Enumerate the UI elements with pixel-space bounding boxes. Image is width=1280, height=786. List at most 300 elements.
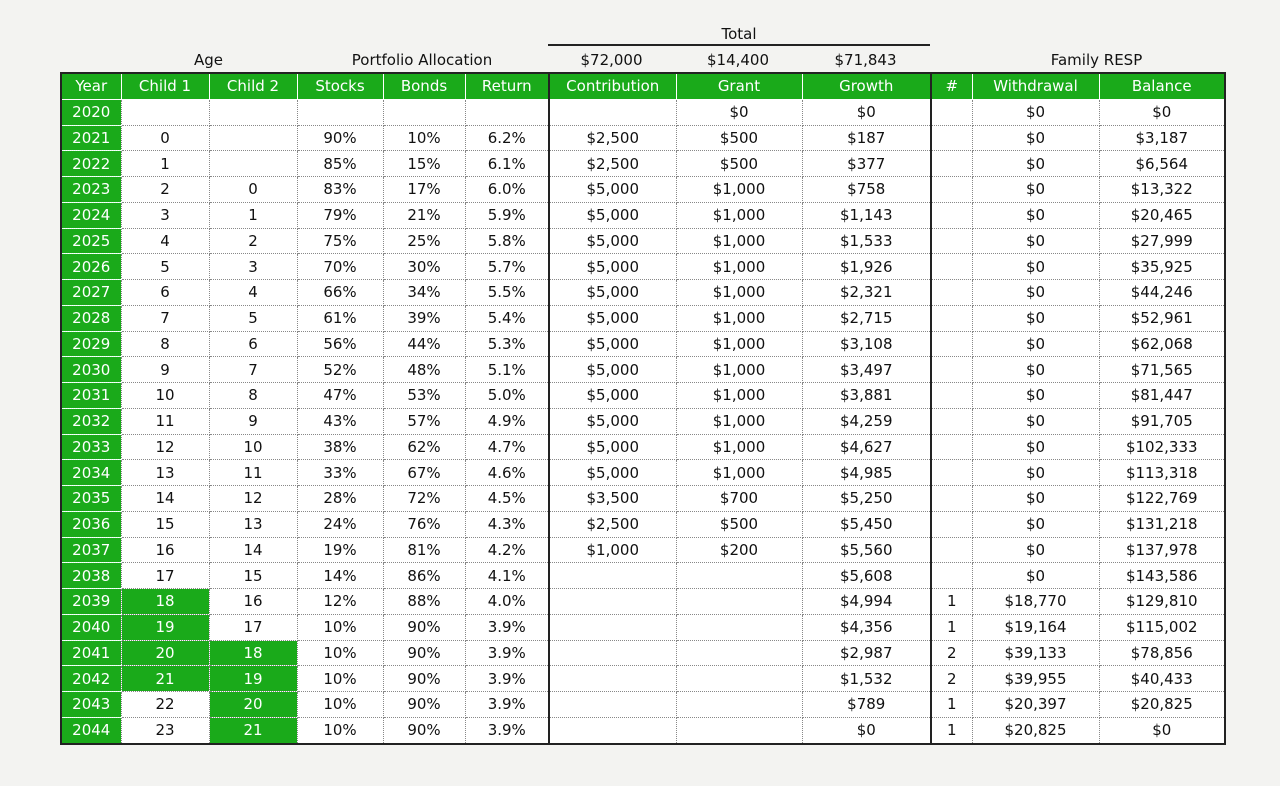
col-header-return: Return bbox=[465, 73, 549, 99]
cell-return: 4.7% bbox=[465, 434, 549, 460]
table-row bbox=[61, 408, 1225, 434]
cell-contribution: $5,000 bbox=[549, 202, 676, 228]
cell-withdrawal: $0 bbox=[972, 511, 1099, 537]
cell-balance: $40,433 bbox=[1099, 666, 1225, 692]
cell-grant bbox=[676, 717, 802, 743]
table-row bbox=[61, 614, 1225, 640]
cell-child-2: 18 bbox=[209, 640, 297, 666]
cell-growth: $0 bbox=[802, 99, 931, 125]
cell-count: 1 bbox=[931, 692, 972, 718]
table-row bbox=[61, 640, 1225, 666]
cell-stocks: 61% bbox=[297, 305, 383, 331]
cell-contribution bbox=[549, 614, 676, 640]
cell-contribution: $5,000 bbox=[549, 280, 676, 306]
cell-return: 5.3% bbox=[465, 331, 549, 357]
cell-bonds: 76% bbox=[383, 511, 465, 537]
col-header-child-1: Child 1 bbox=[121, 73, 209, 99]
cell-bonds: 17% bbox=[383, 177, 465, 203]
cell-child-1: 11 bbox=[121, 408, 209, 434]
table-row bbox=[61, 228, 1225, 254]
cell-bonds: 90% bbox=[383, 692, 465, 718]
age-group-header: Age bbox=[193, 51, 223, 69]
cell-withdrawal: $39,133 bbox=[972, 640, 1099, 666]
cell-withdrawal: $20,397 bbox=[972, 692, 1099, 718]
cell-growth: $2,321 bbox=[802, 280, 931, 306]
cell-bonds: 30% bbox=[383, 254, 465, 280]
cell-child-2: 16 bbox=[209, 589, 297, 615]
cell-count bbox=[931, 357, 972, 383]
cell-grant: $500 bbox=[676, 125, 802, 151]
cell-contribution: $5,000 bbox=[549, 383, 676, 409]
cell-bonds: 90% bbox=[383, 666, 465, 692]
cell-year: 2021 bbox=[61, 125, 121, 151]
table-row bbox=[61, 666, 1225, 692]
cell-year: 2038 bbox=[61, 563, 121, 589]
cell-balance: $137,978 bbox=[1099, 537, 1225, 563]
cell-growth: $1,533 bbox=[802, 228, 931, 254]
cell-growth: $3,108 bbox=[802, 331, 931, 357]
col-header-balance: Balance bbox=[1099, 73, 1225, 99]
cell-stocks: 33% bbox=[297, 460, 383, 486]
cell-child-2: 3 bbox=[209, 254, 297, 280]
col-header-growth: Growth bbox=[802, 73, 931, 99]
cell-year: 2042 bbox=[61, 666, 121, 692]
cell-grant bbox=[676, 589, 802, 615]
cell-growth: $5,450 bbox=[802, 511, 931, 537]
cell-child-1 bbox=[121, 99, 209, 125]
cell-contribution: $5,000 bbox=[549, 357, 676, 383]
cell-grant bbox=[676, 692, 802, 718]
cell-year: 2022 bbox=[61, 151, 121, 177]
cell-child-1: 5 bbox=[121, 254, 209, 280]
cell-growth: $0 bbox=[802, 717, 931, 743]
cell-bonds: 39% bbox=[383, 305, 465, 331]
cell-child-2: 5 bbox=[209, 305, 297, 331]
cell-balance: $3,187 bbox=[1099, 125, 1225, 151]
cell-withdrawal: $0 bbox=[972, 151, 1099, 177]
cell-stocks bbox=[297, 99, 383, 125]
cell-stocks: 10% bbox=[297, 666, 383, 692]
total-group-header: Total bbox=[721, 25, 757, 43]
cell-child-1: 18 bbox=[121, 589, 209, 615]
cell-stocks: 90% bbox=[297, 125, 383, 151]
cell-child-2 bbox=[209, 125, 297, 151]
cell-return: 4.5% bbox=[465, 486, 549, 512]
cell-return: 3.9% bbox=[465, 717, 549, 743]
cell-grant: $500 bbox=[676, 151, 802, 177]
cell-contribution: $1,000 bbox=[549, 537, 676, 563]
col-header-contribution: Contribution bbox=[549, 73, 676, 99]
total-growth: $71,843 bbox=[834, 51, 897, 69]
cell-grant: $1,000 bbox=[676, 280, 802, 306]
cell-child-2: 20 bbox=[209, 692, 297, 718]
cell-count bbox=[931, 125, 972, 151]
cell-balance: $91,705 bbox=[1099, 408, 1225, 434]
cell-stocks: 14% bbox=[297, 563, 383, 589]
cell-grant bbox=[676, 614, 802, 640]
col-header-child-2: Child 2 bbox=[209, 73, 297, 99]
table-row bbox=[61, 460, 1225, 486]
cell-withdrawal: $0 bbox=[972, 280, 1099, 306]
cell-grant: $1,000 bbox=[676, 383, 802, 409]
cell-withdrawal: $0 bbox=[972, 331, 1099, 357]
cell-withdrawal: $0 bbox=[972, 537, 1099, 563]
cell-bonds: 81% bbox=[383, 537, 465, 563]
cell-return: 3.9% bbox=[465, 666, 549, 692]
cell-return: 6.1% bbox=[465, 151, 549, 177]
col-header-stocks: Stocks bbox=[297, 73, 383, 99]
cell-growth: $187 bbox=[802, 125, 931, 151]
cell-withdrawal: $0 bbox=[972, 357, 1099, 383]
table-row bbox=[61, 280, 1225, 306]
table-row bbox=[61, 99, 1225, 125]
cell-grant: $1,000 bbox=[676, 202, 802, 228]
cell-withdrawal: $0 bbox=[972, 254, 1099, 280]
cell-count bbox=[931, 486, 972, 512]
cell-child-1: 12 bbox=[121, 434, 209, 460]
cell-bonds: 90% bbox=[383, 717, 465, 743]
cell-child-2: 2 bbox=[209, 228, 297, 254]
cell-child-2: 19 bbox=[209, 666, 297, 692]
cell-grant: $200 bbox=[676, 537, 802, 563]
cell-growth: $4,985 bbox=[802, 460, 931, 486]
cell-withdrawal: $0 bbox=[972, 99, 1099, 125]
cell-child-1: 19 bbox=[121, 614, 209, 640]
cell-bonds: 88% bbox=[383, 589, 465, 615]
cell-stocks: 66% bbox=[297, 280, 383, 306]
cell-stocks: 56% bbox=[297, 331, 383, 357]
cell-year: 2031 bbox=[61, 383, 121, 409]
cell-stocks: 10% bbox=[297, 614, 383, 640]
cell-bonds: 62% bbox=[383, 434, 465, 460]
cell-grant bbox=[676, 640, 802, 666]
cell-contribution: $3,500 bbox=[549, 486, 676, 512]
cell-growth: $758 bbox=[802, 177, 931, 203]
cell-contribution: $5,000 bbox=[549, 331, 676, 357]
cell-child-1: 6 bbox=[121, 280, 209, 306]
cell-year: 2032 bbox=[61, 408, 121, 434]
cell-stocks: 47% bbox=[297, 383, 383, 409]
cell-year: 2039 bbox=[61, 589, 121, 615]
header-row bbox=[61, 73, 1225, 99]
cell-grant: $1,000 bbox=[676, 228, 802, 254]
cell-withdrawal: $0 bbox=[972, 177, 1099, 203]
cell-count bbox=[931, 280, 972, 306]
cell-contribution: $5,000 bbox=[549, 228, 676, 254]
cell-growth: $1,926 bbox=[802, 254, 931, 280]
cell-stocks: 52% bbox=[297, 357, 383, 383]
cell-count bbox=[931, 408, 972, 434]
cell-growth: $5,560 bbox=[802, 537, 931, 563]
cell-withdrawal: $0 bbox=[972, 125, 1099, 151]
cell-growth: $5,608 bbox=[802, 563, 931, 589]
cell-count bbox=[931, 537, 972, 563]
cell-count bbox=[931, 202, 972, 228]
cell-return: 4.6% bbox=[465, 460, 549, 486]
cell-stocks: 24% bbox=[297, 511, 383, 537]
cell-count bbox=[931, 151, 972, 177]
cell-grant: $1,000 bbox=[676, 305, 802, 331]
table-row bbox=[61, 125, 1225, 151]
cell-growth: $4,356 bbox=[802, 614, 931, 640]
cell-balance: $52,961 bbox=[1099, 305, 1225, 331]
table-row bbox=[61, 434, 1225, 460]
cell-count bbox=[931, 228, 972, 254]
cell-bonds: 72% bbox=[383, 486, 465, 512]
table-row bbox=[61, 537, 1225, 563]
cell-year: 2028 bbox=[61, 305, 121, 331]
cell-balance: $81,447 bbox=[1099, 383, 1225, 409]
table-row bbox=[61, 717, 1225, 743]
cell-stocks: 38% bbox=[297, 434, 383, 460]
cell-count bbox=[931, 511, 972, 537]
cell-child-1: 7 bbox=[121, 305, 209, 331]
col-header-year: Year bbox=[61, 73, 121, 99]
cell-bonds: 90% bbox=[383, 614, 465, 640]
cell-year: 2027 bbox=[61, 280, 121, 306]
cell-withdrawal: $0 bbox=[972, 460, 1099, 486]
cell-contribution: $5,000 bbox=[549, 177, 676, 203]
cell-stocks: 70% bbox=[297, 254, 383, 280]
cell-grant: $700 bbox=[676, 486, 802, 512]
cell-balance: $131,218 bbox=[1099, 511, 1225, 537]
cell-grant: $1,000 bbox=[676, 357, 802, 383]
cell-child-1: 8 bbox=[121, 331, 209, 357]
cell-withdrawal: $19,164 bbox=[972, 614, 1099, 640]
cell-child-2: 17 bbox=[209, 614, 297, 640]
resp-projection-table bbox=[60, 72, 1226, 745]
cell-child-2 bbox=[209, 151, 297, 177]
cell-growth: $3,497 bbox=[802, 357, 931, 383]
cell-year: 2030 bbox=[61, 357, 121, 383]
cell-stocks: 75% bbox=[297, 228, 383, 254]
cell-year: 2035 bbox=[61, 486, 121, 512]
table-row bbox=[61, 151, 1225, 177]
cell-count: 1 bbox=[931, 589, 972, 615]
cell-balance: $113,318 bbox=[1099, 460, 1225, 486]
cell-child-1: 22 bbox=[121, 692, 209, 718]
cell-grant bbox=[676, 563, 802, 589]
cell-withdrawal: $0 bbox=[972, 202, 1099, 228]
cell-child-1: 23 bbox=[121, 717, 209, 743]
cell-child-2: 8 bbox=[209, 383, 297, 409]
cell-year: 2020 bbox=[61, 99, 121, 125]
cell-child-1: 4 bbox=[121, 228, 209, 254]
cell-count bbox=[931, 99, 972, 125]
cell-contribution: $5,000 bbox=[549, 460, 676, 486]
cell-growth: $4,627 bbox=[802, 434, 931, 460]
col-header-withdrawal: Withdrawal bbox=[972, 73, 1099, 99]
cell-year: 2029 bbox=[61, 331, 121, 357]
cell-count: 2 bbox=[931, 640, 972, 666]
cell-year: 2033 bbox=[61, 434, 121, 460]
cell-child-1: 17 bbox=[121, 563, 209, 589]
cell-contribution: $5,000 bbox=[549, 408, 676, 434]
cell-bonds: 44% bbox=[383, 331, 465, 357]
cell-balance: $20,825 bbox=[1099, 692, 1225, 718]
cell-stocks: 28% bbox=[297, 486, 383, 512]
cell-return: 5.4% bbox=[465, 305, 549, 331]
cell-count bbox=[931, 434, 972, 460]
cell-growth: $2,987 bbox=[802, 640, 931, 666]
cell-child-2: 12 bbox=[209, 486, 297, 512]
cell-balance: $44,246 bbox=[1099, 280, 1225, 306]
cell-count bbox=[931, 177, 972, 203]
cell-grant: $1,000 bbox=[676, 408, 802, 434]
cell-child-2: 9 bbox=[209, 408, 297, 434]
cell-stocks: 85% bbox=[297, 151, 383, 177]
cell-bonds: 10% bbox=[383, 125, 465, 151]
table-row bbox=[61, 357, 1225, 383]
cell-growth: $377 bbox=[802, 151, 931, 177]
cell-count bbox=[931, 383, 972, 409]
cell-balance: $35,925 bbox=[1099, 254, 1225, 280]
cell-bonds bbox=[383, 99, 465, 125]
cell-child-1: 1 bbox=[121, 151, 209, 177]
cell-return: 5.0% bbox=[465, 383, 549, 409]
cell-child-1: 16 bbox=[121, 537, 209, 563]
cell-child-1: 13 bbox=[121, 460, 209, 486]
cell-bonds: 34% bbox=[383, 280, 465, 306]
table-row bbox=[61, 305, 1225, 331]
cell-child-2: 21 bbox=[209, 717, 297, 743]
cell-child-1: 0 bbox=[121, 125, 209, 151]
cell-child-1: 20 bbox=[121, 640, 209, 666]
cell-growth: $4,259 bbox=[802, 408, 931, 434]
cell-contribution: $2,500 bbox=[549, 125, 676, 151]
cell-balance: $62,068 bbox=[1099, 331, 1225, 357]
total-contribution: $72,000 bbox=[580, 51, 643, 69]
family-resp-group-header: Family RESP bbox=[1050, 51, 1143, 69]
cell-contribution: $2,500 bbox=[549, 511, 676, 537]
col-header-grant: Grant bbox=[676, 73, 802, 99]
cell-grant bbox=[676, 666, 802, 692]
cell-year: 2037 bbox=[61, 537, 121, 563]
cell-child-1: 3 bbox=[121, 202, 209, 228]
cell-withdrawal: $18,770 bbox=[972, 589, 1099, 615]
cell-balance: $78,856 bbox=[1099, 640, 1225, 666]
cell-child-2: 1 bbox=[209, 202, 297, 228]
cell-year: 2041 bbox=[61, 640, 121, 666]
table-row bbox=[61, 254, 1225, 280]
cell-count bbox=[931, 305, 972, 331]
cell-return: 5.5% bbox=[465, 280, 549, 306]
cell-withdrawal: $0 bbox=[972, 563, 1099, 589]
table-row bbox=[61, 511, 1225, 537]
cell-child-1: 10 bbox=[121, 383, 209, 409]
table-row bbox=[61, 563, 1225, 589]
cell-child-2: 0 bbox=[209, 177, 297, 203]
cell-contribution bbox=[549, 692, 676, 718]
cell-bonds: 90% bbox=[383, 640, 465, 666]
cell-balance: $102,333 bbox=[1099, 434, 1225, 460]
cell-count: 2 bbox=[931, 666, 972, 692]
cell-balance: $20,465 bbox=[1099, 202, 1225, 228]
table-row bbox=[61, 486, 1225, 512]
cell-year: 2034 bbox=[61, 460, 121, 486]
cell-withdrawal: $0 bbox=[972, 434, 1099, 460]
cell-child-2: 4 bbox=[209, 280, 297, 306]
cell-bonds: 48% bbox=[383, 357, 465, 383]
cell-count: 1 bbox=[931, 614, 972, 640]
cell-balance: $71,565 bbox=[1099, 357, 1225, 383]
cell-withdrawal: $0 bbox=[972, 383, 1099, 409]
cell-return: 5.9% bbox=[465, 202, 549, 228]
table-row bbox=[61, 331, 1225, 357]
cell-child-2: 10 bbox=[209, 434, 297, 460]
cell-contribution: $2,500 bbox=[549, 151, 676, 177]
cell-stocks: 83% bbox=[297, 177, 383, 203]
cell-bonds: 86% bbox=[383, 563, 465, 589]
cell-year: 2025 bbox=[61, 228, 121, 254]
table-row bbox=[61, 692, 1225, 718]
total-grant: $14,400 bbox=[706, 51, 770, 69]
cell-return: 4.0% bbox=[465, 589, 549, 615]
cell-bonds: 57% bbox=[383, 408, 465, 434]
cell-withdrawal: $0 bbox=[972, 228, 1099, 254]
cell-return: 5.1% bbox=[465, 357, 549, 383]
cell-grant: $1,000 bbox=[676, 460, 802, 486]
cell-stocks: 10% bbox=[297, 640, 383, 666]
cell-contribution bbox=[549, 99, 676, 125]
cell-count bbox=[931, 254, 972, 280]
total-underline bbox=[548, 44, 930, 46]
cell-return: 5.7% bbox=[465, 254, 549, 280]
cell-stocks: 10% bbox=[297, 692, 383, 718]
cell-child-1: 2 bbox=[121, 177, 209, 203]
cell-child-1: 14 bbox=[121, 486, 209, 512]
cell-contribution bbox=[549, 640, 676, 666]
cell-return: 4.1% bbox=[465, 563, 549, 589]
cell-stocks: 12% bbox=[297, 589, 383, 615]
cell-growth: $4,994 bbox=[802, 589, 931, 615]
cell-bonds: 21% bbox=[383, 202, 465, 228]
cell-child-2: 7 bbox=[209, 357, 297, 383]
cell-year: 2044 bbox=[61, 717, 121, 743]
cell-contribution bbox=[549, 589, 676, 615]
cell-balance: $13,322 bbox=[1099, 177, 1225, 203]
cell-growth: $1,532 bbox=[802, 666, 931, 692]
cell-balance: $0 bbox=[1099, 717, 1225, 743]
cell-bonds: 53% bbox=[383, 383, 465, 409]
cell-grant: $1,000 bbox=[676, 434, 802, 460]
cell-balance: $6,564 bbox=[1099, 151, 1225, 177]
cell-balance: $129,810 bbox=[1099, 589, 1225, 615]
cell-withdrawal: $0 bbox=[972, 305, 1099, 331]
cell-year: 2026 bbox=[61, 254, 121, 280]
cell-contribution bbox=[549, 563, 676, 589]
cell-stocks: 79% bbox=[297, 202, 383, 228]
cell-balance: $122,769 bbox=[1099, 486, 1225, 512]
col-header-bonds: Bonds bbox=[383, 73, 465, 99]
cell-bonds: 25% bbox=[383, 228, 465, 254]
cell-withdrawal: $0 bbox=[972, 486, 1099, 512]
table-row bbox=[61, 589, 1225, 615]
cell-return bbox=[465, 99, 549, 125]
cell-grant: $1,000 bbox=[676, 331, 802, 357]
cell-withdrawal: $0 bbox=[972, 408, 1099, 434]
cell-bonds: 67% bbox=[383, 460, 465, 486]
cell-stocks: 19% bbox=[297, 537, 383, 563]
cell-count bbox=[931, 460, 972, 486]
cell-balance: $115,002 bbox=[1099, 614, 1225, 640]
cell-contribution: $5,000 bbox=[549, 254, 676, 280]
portfolio-allocation-group-header: Portfolio Allocation bbox=[351, 51, 493, 69]
cell-contribution: $5,000 bbox=[549, 305, 676, 331]
cell-grant: $0 bbox=[676, 99, 802, 125]
cell-child-2: 15 bbox=[209, 563, 297, 589]
cell-return: 4.2% bbox=[465, 537, 549, 563]
